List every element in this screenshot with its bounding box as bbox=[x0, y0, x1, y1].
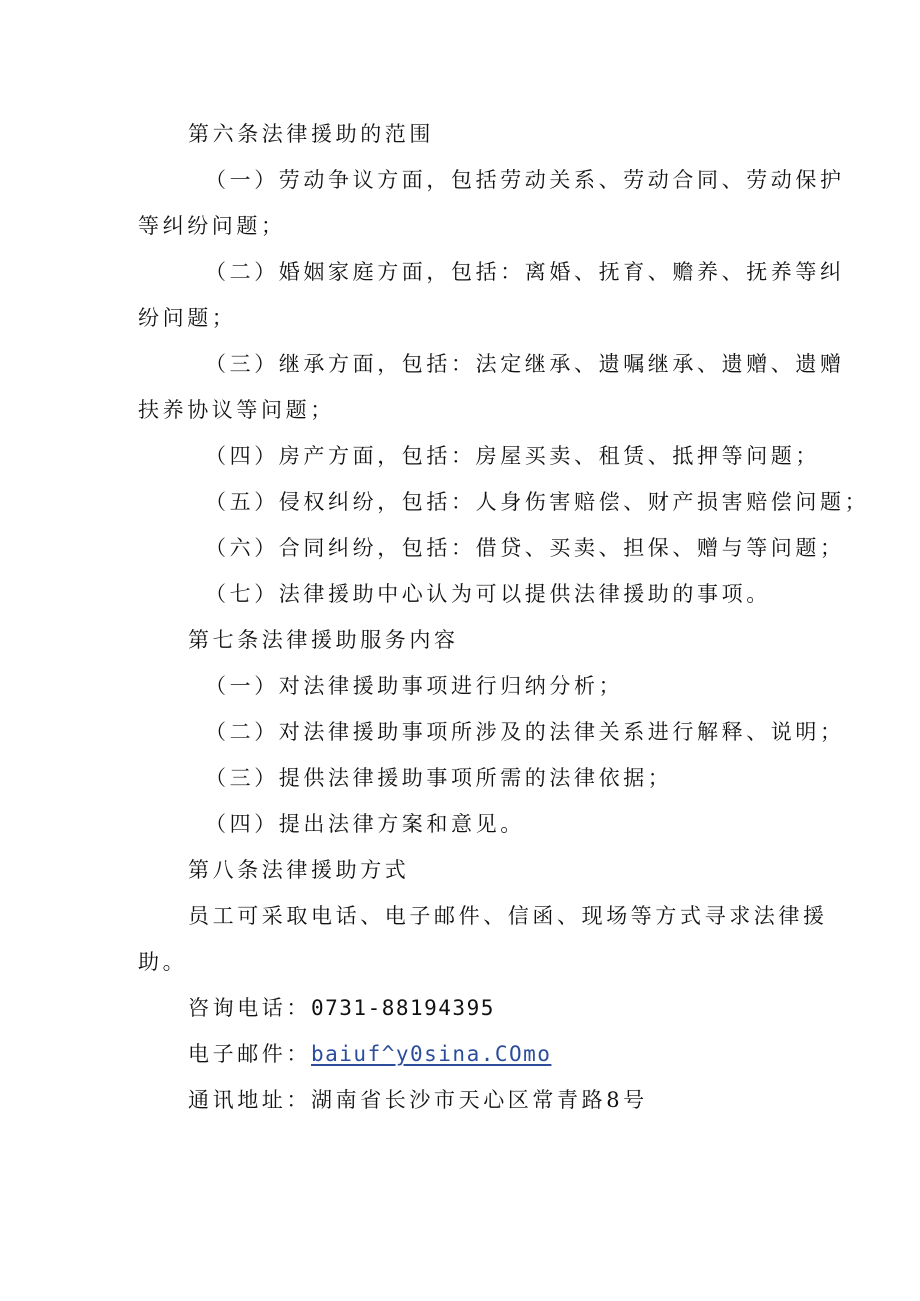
article-7-heading: 第七条法律援助服务内容 bbox=[188, 628, 459, 652]
article-8-body-cont: 助。 bbox=[138, 950, 188, 974]
article-7-item-4: （四）提出法律方案和意见。 bbox=[205, 812, 525, 836]
contact-phone-value: 0731-88194395 bbox=[311, 996, 495, 1020]
article-6-item-2: （二）婚姻家庭方面，包括：离婚、抚育、赡养、抚养等纠 bbox=[205, 260, 845, 284]
contact-address-label: 通讯地址： bbox=[188, 1088, 311, 1112]
article-6-item-5: （五）侵权纠纷，包括：人身伤害赔偿、财产损害赔偿问题； bbox=[205, 490, 870, 514]
article-6-item-4: （四）房产方面，包括：房屋买卖、租赁、抵押等问题； bbox=[205, 444, 820, 468]
article-6-item-1-cont: 等纠纷问题； bbox=[138, 214, 286, 238]
article-6-item-7: （七）法律援助中心认为可以提供法律援助的事项。 bbox=[205, 582, 771, 606]
article-8-heading: 第八条法律援助方式 bbox=[188, 858, 410, 882]
article-7-item-2: （二）对法律援助事项所涉及的法律关系进行解释、说明； bbox=[205, 720, 845, 744]
contact-phone-label: 咨询电话： bbox=[188, 996, 311, 1020]
article-7-item-3: （三）提供法律援助事项所需的法律依据； bbox=[205, 766, 673, 790]
contact-address-value: 湖南省长沙市天心区常青路8号 bbox=[311, 1088, 648, 1112]
article-6-heading: 第六条法律援助的范围 bbox=[188, 122, 434, 146]
contact-address-row bbox=[0, 1077, 920, 1123]
contact-email-link[interactable]: baiuf^y0sina.COmo bbox=[311, 1042, 552, 1066]
article-7-item-1: （一）对法律援助事项进行归纳分析； bbox=[205, 674, 624, 698]
contact-email-row bbox=[0, 1031, 920, 1077]
article-6-item-2-cont: 纷问题； bbox=[138, 306, 237, 330]
contact-email-label: 电子邮件： bbox=[188, 1042, 311, 1066]
article-6-item-6: （六）合同纠纷，包括：借贷、买卖、担保、赠与等问题； bbox=[205, 536, 845, 560]
article-6-item-3: （三）继承方面，包括：法定继承、遗嘱继承、遗赠、遗赠 bbox=[205, 352, 845, 376]
article-6-item-1: （一）劳动争议方面，包括劳动关系、劳动合同、劳动保护 bbox=[205, 168, 845, 192]
article-8-body: 员工可采取电话、电子邮件、信函、现场等方式寻求法律援 bbox=[188, 904, 828, 928]
article-6-item-3-cont: 扶养协议等问题； bbox=[138, 398, 335, 422]
contact-phone-row bbox=[0, 985, 920, 1031]
